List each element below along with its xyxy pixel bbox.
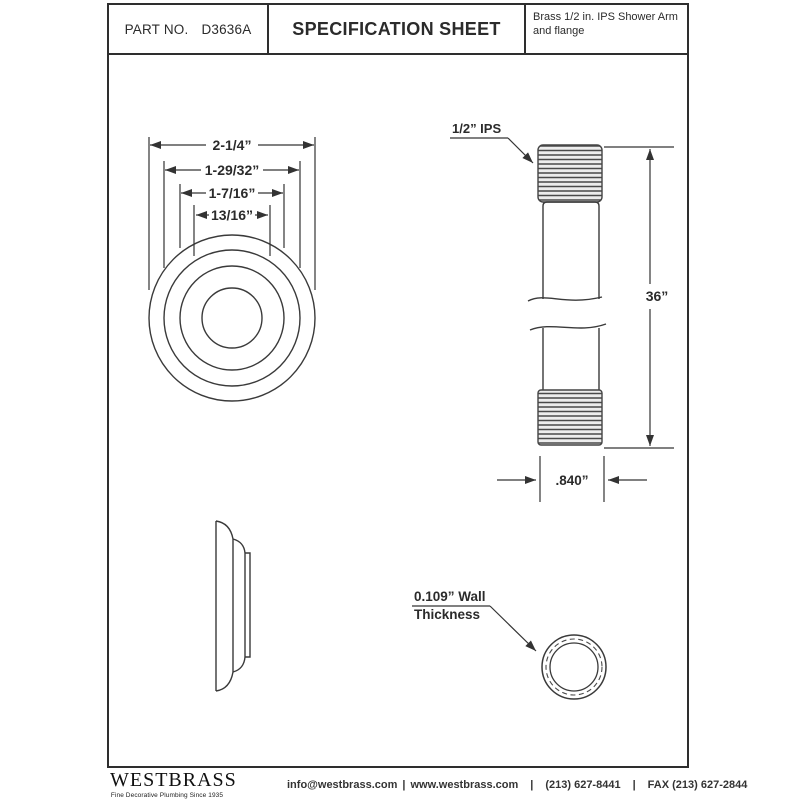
product-description-line2: and flange (533, 25, 585, 38)
dim-1-29-32 (165, 162, 299, 178)
tube-section-inner-circle (550, 643, 598, 691)
brand-tagline: Fine Decorative Plumbing Since 1935 (110, 792, 224, 799)
ips-thread-callout (450, 121, 533, 163)
separator: | (632, 779, 636, 791)
wall-leader-arrow (490, 606, 536, 651)
contact-row (287, 779, 747, 791)
separator: | (530, 779, 534, 791)
brand-block (110, 769, 237, 799)
dim-1-7-16 (181, 185, 283, 201)
brand-logo: WESTBRASS (110, 769, 237, 791)
pipe-bottom-threads (538, 390, 602, 445)
part-no-label: PART NO. (124, 21, 189, 37)
flange-side-view (216, 521, 250, 691)
product-description-line1: Brass 1/2 in. IPS Shower Arm (533, 11, 678, 23)
contact-phone: (213) 627-8441 (545, 779, 621, 791)
dim-label-outer: 2-1/4” (212, 137, 252, 153)
flange-outer-circle (149, 235, 315, 401)
dim-2-1-4 (150, 137, 314, 153)
wall-thickness-detail (412, 589, 606, 699)
flange-profile-outer (216, 521, 233, 691)
flange-ring3-circle (180, 266, 284, 370)
pipe-upper-body (543, 202, 599, 299)
dim-label-bore: 13/16” (210, 207, 254, 223)
flange-ring2-circle (164, 250, 300, 386)
flange-dimensions (149, 137, 315, 290)
contact-fax: FAX (213) 627-2844 (647, 779, 748, 791)
pipe-top-threads (538, 145, 602, 202)
dim-13-16 (196, 207, 268, 223)
pipe-lower-body (543, 328, 599, 390)
diameter-label: .840” (555, 473, 589, 488)
separator: | (402, 779, 406, 791)
dim-label-ring3: 1-7/16” (208, 185, 256, 201)
sheet-title: SPECIFICATION SHEET (292, 18, 501, 39)
contact-email: info@westbrass.com (287, 779, 398, 791)
wall-label-line1: 0.109” Wall (414, 589, 486, 604)
pipe-break-line-top (528, 297, 602, 301)
dim-label-ring2: 1-29/32” (204, 162, 260, 178)
flange-profile-neck (245, 553, 250, 657)
contact-website: www.westbrass.com (410, 779, 519, 791)
flange-bore-circle (202, 288, 262, 348)
diameter-dimension (497, 456, 647, 502)
pipe-break-line-bottom (530, 324, 606, 330)
part-no-value: D3636A (201, 21, 252, 37)
tube-section-outer-circle (542, 635, 606, 699)
length-label: 36” (645, 288, 669, 304)
ips-thread-label: 1/2” IPS (452, 121, 502, 136)
wall-label-line2: Thickness (414, 607, 481, 622)
flange-front-view (149, 235, 315, 401)
ips-leader-arrow (508, 138, 533, 163)
tube-section-dashed-circle (546, 639, 602, 695)
pipe-side-view (528, 145, 606, 445)
flange-profile-step (233, 539, 245, 672)
length-dimension (604, 147, 674, 448)
